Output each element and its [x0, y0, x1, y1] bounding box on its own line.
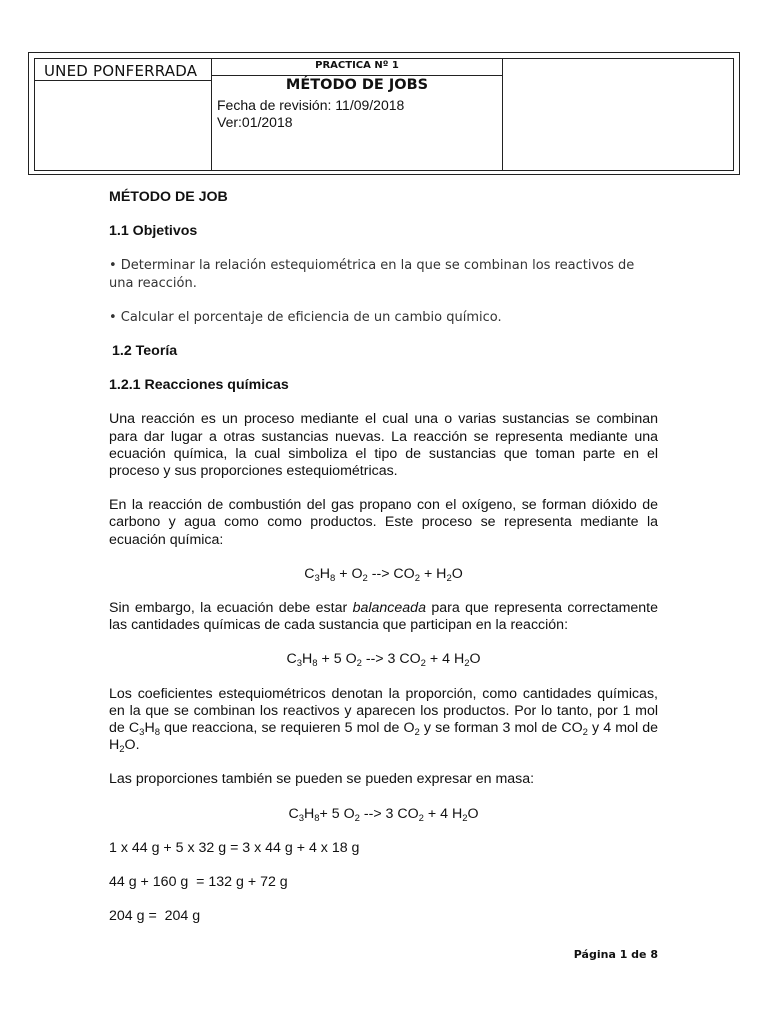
objective-1: • Determinar la relación estequiométrica en la que se combinan los reactivos de una reacción.	[109, 258, 635, 291]
document-body	[109, 189, 658, 925]
revision-date: Fecha de revisión: 11/09/2018	[217, 97, 405, 113]
paragraph-reaction-definition: Una reacción es un proceso mediante el cual una o varias sustancias se combinan para dar lugar a otras sustancias nuevas. La reacción se representa mediante una ecuación química, la cual simboliza el tipo de sustancias que toman parte en el proceso y sus proporciones estequiométricas.	[109, 411, 658, 480]
section-theory: 1.2 Teoría	[112, 343, 178, 360]
paragraph-balanced-requirement: Sin embargo, la ecuación debe estar balanceada para que representa correctamente las cantidades químicas de cada sustancia que participan en la reacción:	[109, 600, 659, 634]
page-number: Página 1 de 8	[573, 948, 658, 961]
header-divider-right	[502, 58, 503, 171]
version-label: Ver:01/2018	[217, 114, 293, 130]
equation-mass: $C_3H_8+ 5$ $O_2$ --> 3 $CO_2 + 4$ $H_2O$	[288, 805, 479, 824]
organization-name: UNED PONFERRADA	[44, 62, 198, 80]
main-title: MÉTODO DE JOB	[109, 189, 228, 205]
mass-equation-1: 1 x 44 g + 5 x 32 g = 3 x 44 g + 4 x 18 g	[109, 839, 360, 856]
paragraph-stoichiometric-coefficients: Los coeficientes estequiométricos denotan la proporción, como cantidades químicas, en la que se combinan los reactivos y aparecen los productos. Por lo tanto, por 1 mol de $C_3H_8$ que reacciona, se requieren 5 mol de $O_2$ y se forman 3 mol de $CO_2$ y 4 mol de $H_2O$.	[109, 685, 658, 756]
paragraph-propane-combustion: En la reacción de combustión del gas propano con el oxígeno, se forman dióxido de carbono y agua como como productos. Este proceso se representa mediante la ecuación química:	[109, 497, 658, 548]
mass-equation-2: 44 g + 160 g = 132 g + 72 g	[109, 874, 288, 891]
equation-balanced: $C_3H_8 + 5$ $O_2$ --> 3 $CO_2 + 4$ $H_2O$	[286, 651, 481, 670]
objective-2: • Calcular el porcentaje de eficiencia de un cambio químico.	[109, 309, 502, 325]
header-practica-divider	[211, 75, 502, 76]
header-org-underline	[34, 80, 211, 81]
section-objectives: 1.1 Objetivos	[109, 223, 198, 240]
practica-label: PRACTICA Nº 1	[315, 60, 399, 71]
paragraph-mass-proportions: Las proporciones también se pueden se pueden expresar en masa:	[109, 771, 535, 788]
equation-unbalanced: $C_3H_8 + O_2$ --> $CO_2 + H_2O$	[304, 565, 463, 584]
section-reactions: 1.2.1 Reacciones químicas	[109, 377, 289, 394]
document-title: MÉTODO DE JOBS	[285, 77, 429, 93]
mass-equation-3: 204 g = 204 g	[109, 908, 201, 925]
